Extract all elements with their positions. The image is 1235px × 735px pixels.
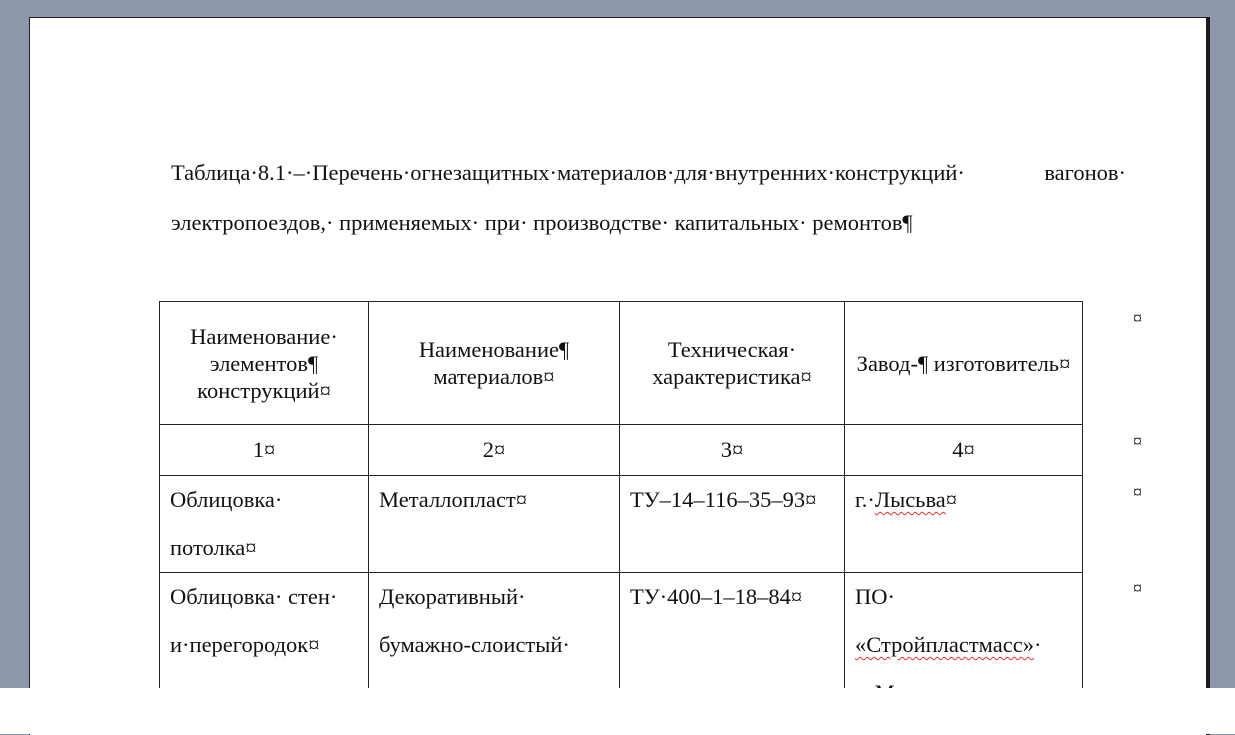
header-cell: Техническая· характеристика¤ [620, 302, 845, 425]
material-cell: Металлопласт¤ [369, 476, 620, 573]
header-cell: Завод-¶ изготовитель¤ [845, 302, 1083, 425]
number-cell: 1¤ [160, 425, 369, 476]
spec-cell: ТУ·400–1–18–84¤ [620, 573, 845, 718]
materials-table [159, 301, 1083, 718]
manufacturer-cell [845, 476, 1083, 573]
table-number-row [160, 425, 1083, 476]
row-end-mark: ¤ [1133, 308, 1142, 328]
element-cell: Облицовка· стен· и·перегородок¤ [160, 573, 369, 718]
spec-cell: ТУ–14–116–35–93¤ [620, 476, 845, 573]
table-caption: Таблица·8.1·–·Перечень·огнезащитных·материалов·для·внутренних·конструкций· вагонов· электропоездов,· применяемых· при· производстве· капитальных· ремонтов¶ [171, 160, 1126, 235]
header-cell: Наименование· элементов¶ конструкций¤ [160, 302, 369, 425]
row-end-mark: ¤ [1133, 482, 1142, 502]
spellcheck-word: «Стройпластмасс» [855, 632, 1034, 657]
table-header-row [160, 302, 1083, 425]
document-page [29, 17, 1206, 735]
table-row [160, 476, 1083, 573]
manufacturer-suffix: ¤ [945, 487, 958, 512]
spellcheck-word: Лысьва [874, 487, 946, 512]
manufacturer-suffix: · [1033, 632, 1042, 657]
number-cell: 2¤ [369, 425, 620, 476]
material-cell: Декоративный· бумажно-слоистый· [369, 573, 620, 718]
number-cell: 3¤ [620, 425, 845, 476]
row-end-mark: ¤ [1133, 431, 1142, 451]
number-cell: 4¤ [845, 425, 1083, 476]
manufacturer-prefix: г.· [855, 487, 875, 512]
manufacturer-prefix: ПО· [855, 584, 895, 609]
screen-bottom-edge [0, 688, 1235, 734]
row-end-mark: ¤ [1133, 578, 1142, 598]
header-cell: Наименование¶ материалов¤ [369, 302, 620, 425]
element-cell: Облицовка· потолка¤ [160, 476, 369, 573]
